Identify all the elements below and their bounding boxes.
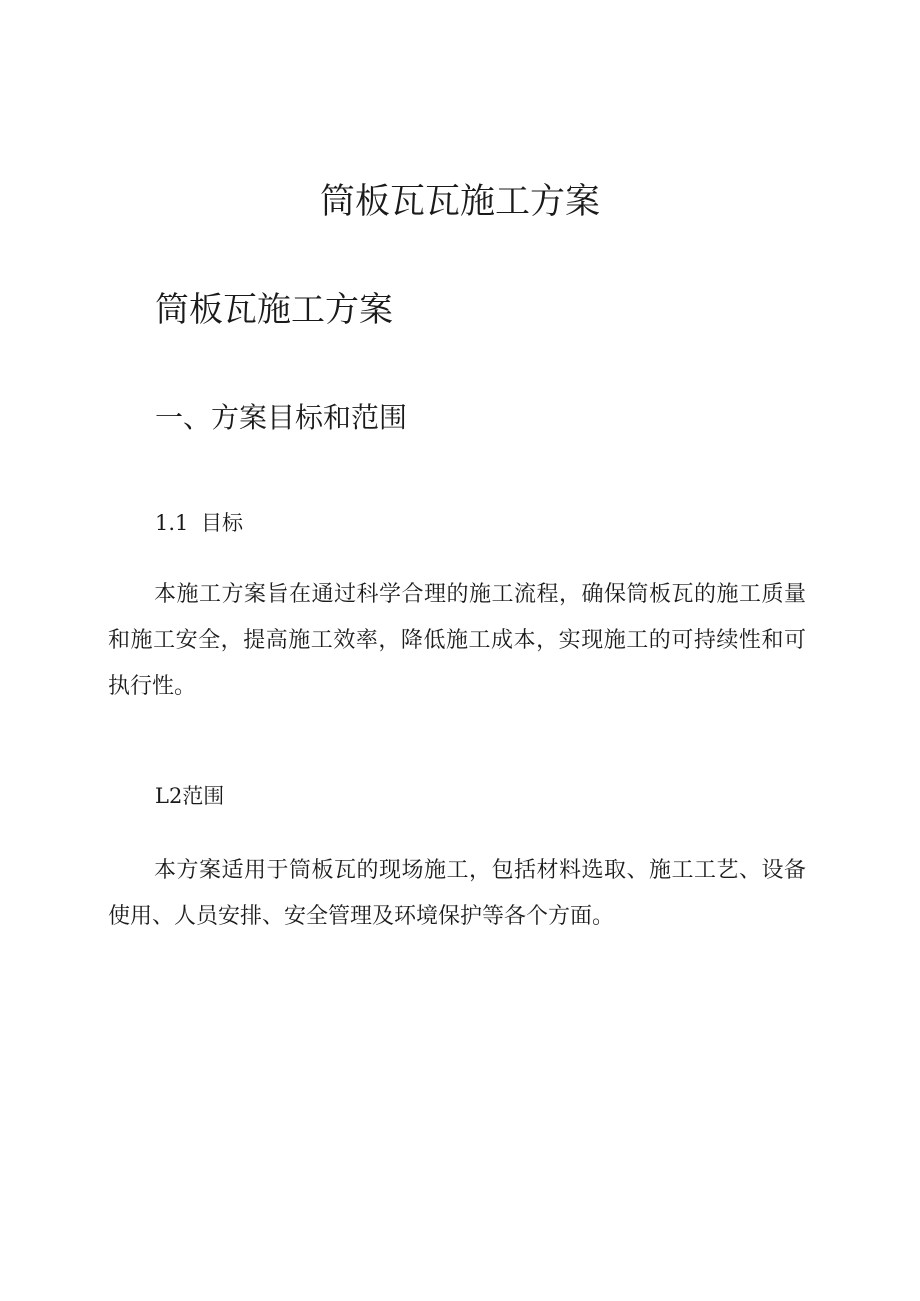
subsection-number: 1.1 — [155, 511, 189, 535]
main-heading: 筒板瓦施工方案 — [155, 290, 393, 330]
goal-paragraph: 本施工方案旨在通过科学合理的施工流程，确保筒板瓦的施工质量和施工安全，提高施工效率，降低施工成本，实现施工的可持续性和可执行性。 — [108, 582, 806, 699]
section-heading: 一、方案目标和范围 — [155, 401, 408, 434]
subsection-scope-heading: L2范围 — [155, 784, 225, 808]
subsection-goal-heading — [155, 508, 243, 538]
subsection-label: 目标 — [201, 511, 243, 535]
scope-paragraph: 本方案适用于筒板瓦的现场施工，包括材料选取、施工工艺、设备使用、人员安排、安全管理及环境保护等各个方面。 — [108, 858, 806, 929]
document-title: 筒板瓦瓦施工方案 — [319, 182, 600, 222]
